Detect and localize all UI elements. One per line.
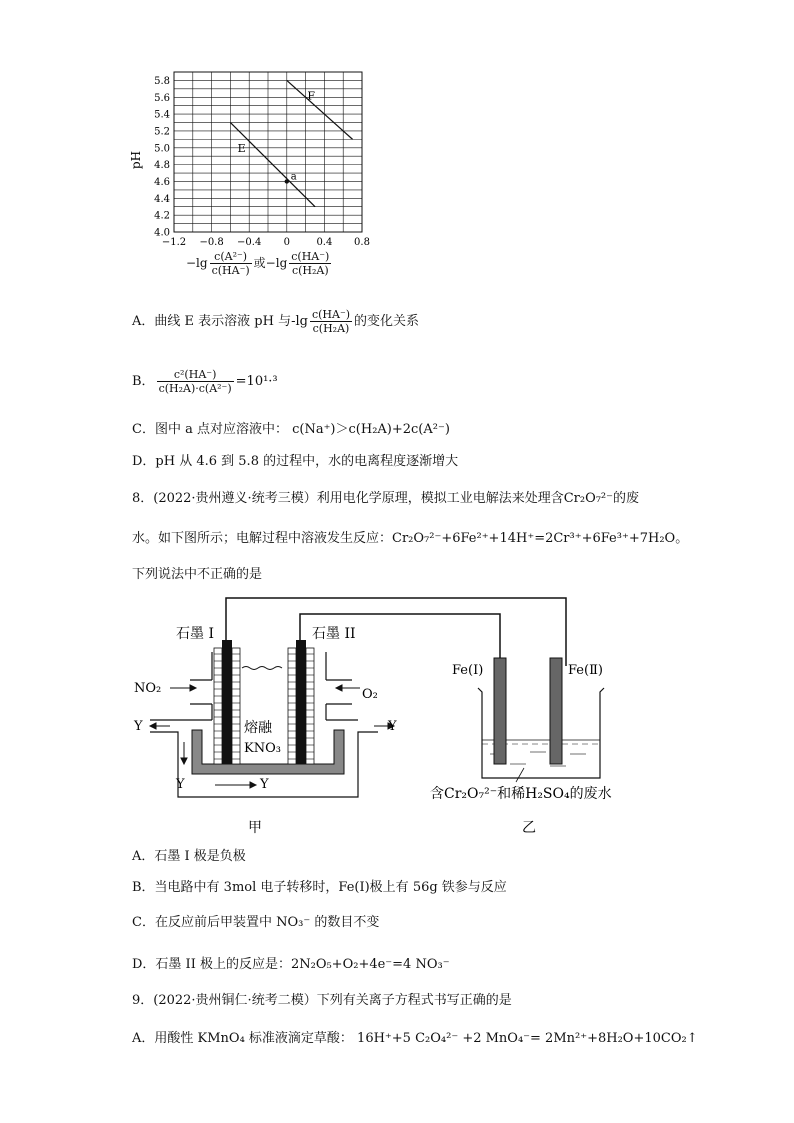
label-waste-water: 含Cr₂O₇²⁻和稀H₂SO₄的废水: [430, 786, 612, 802]
x-tick-label: −1.2: [161, 237, 187, 248]
fe-1-electrode: [494, 658, 506, 764]
label-y-right: Y: [388, 719, 397, 734]
label-y-left: Y: [134, 719, 143, 734]
y-tick-label: 5.8: [154, 75, 170, 87]
series-label-E: E: [237, 141, 246, 155]
series-label-F: F: [307, 89, 316, 103]
label-graphite-1: 石墨 I: [176, 626, 214, 642]
q8-option-d: D．石墨 II 极上的反应是：2N₂O₅+O₂+4e⁻=4 NO₃⁻: [132, 957, 450, 972]
graphite-2-electrode: [296, 640, 306, 764]
q9-stem: 9．(2022·贵州铜仁·统考二模）下列有关离子方程式书写正确的是: [132, 993, 512, 1008]
wire-outer: [226, 598, 566, 666]
label-y-bottom: Y: [260, 777, 269, 792]
fe-2-electrode: [550, 658, 562, 764]
label-graphite-2: 石墨 II: [312, 626, 356, 642]
point-a: [285, 179, 289, 183]
q8-stem-line1: 8．(2022·贵州遵义·统考三模）利用电化学原理，模拟工业电解法来处理含Cr₂O₇²⁻的废: [132, 491, 640, 506]
label-no2: NO₂: [134, 681, 162, 696]
label-fe-2: Fe(Ⅱ): [568, 663, 603, 678]
y-tick-label: 4.8: [154, 160, 170, 172]
series-line-F: [287, 80, 353, 139]
label-molten: 熔融: [244, 720, 272, 736]
q8-option-b: B．当电路中有 3mol 电子转移时，Fe(I)极上有 56g 铁参与反应: [132, 880, 507, 895]
q8-option-a: A．石墨 I 极是负极: [132, 849, 246, 864]
q8-option-c: C．在反应前后甲装置中 NO₃⁻ 的数目不变: [132, 915, 380, 930]
q9-option-a: A．用酸性 KMnO₄ 标准液滴定草酸： 16H⁺+5 C₂O₄²⁻ +2 MnO₄⁻= 2Mn²⁺+8H₂O+10CO₂↑: [132, 1031, 698, 1046]
label-yi: 乙: [522, 820, 536, 836]
chart-lines: [230, 80, 352, 206]
x-tick-label: 0: [283, 237, 290, 248]
y-tick-label: 5.6: [154, 92, 170, 104]
chart-ticks: [154, 76, 370, 248]
label-o2: O₂: [362, 687, 378, 702]
x-tick-label: 0.8: [354, 237, 370, 248]
electrolysis-diagram: [130, 592, 650, 842]
x-tick-label: 0.4: [316, 237, 333, 248]
point-label-a: a: [290, 171, 297, 183]
graphite-1-electrode: [222, 640, 232, 764]
y-tick-label: 4.0: [154, 227, 170, 239]
ph-chart: [120, 60, 390, 260]
y-tick-label: 5.0: [154, 143, 170, 155]
label-y-bottom-left: Y: [176, 777, 185, 792]
q7-option-d: D．pH 从 4.6 到 5.8 的过程中，水的电离程度逐渐增大: [132, 454, 459, 469]
x-tick-label: −0.8: [199, 237, 224, 248]
x-tick-label: −0.4: [237, 237, 262, 248]
label-kno3: KNO₃: [244, 741, 281, 756]
chart-grid: [174, 72, 362, 232]
y-tick-label: 4.6: [154, 176, 170, 188]
q7-option-b: B． $\frac{\text{c²(HA⁻)}}{\text{c(H₂A)·c(A²⁻)}}$ =10¹·³: [132, 368, 278, 395]
q8-stem-line2: 水。如下图所示；电解过程中溶液发生反应：Cr₂O₇²⁻+6Fe²⁺+14H⁺=2Cr³⁺+6Fe³⁺+7H₂O。: [132, 531, 689, 546]
x-axis-label: −lg $\frac{\text{c(A²⁻)}}{c(HA^-)}$ 或−lg $\frac{c(HA^-)}{\text{c(H₂A)}}$: [186, 250, 330, 277]
q7-option-a: A．曲线 E 表示溶液 pH 与-lg $\frac{c(HA^-)}{\text{c(H₂A)}}$ 的变化关系: [132, 308, 420, 335]
label-fe-1: Fe(Ⅰ): [452, 663, 484, 678]
y-tick-label: 4.2: [154, 210, 170, 222]
q8-stem-line3: 下列说法中不正确的是: [132, 567, 263, 582]
label-jia: 甲: [248, 820, 262, 836]
y-tick-label: 5.2: [154, 126, 170, 138]
y-tick-label: 5.4: [154, 109, 170, 121]
y-tick-label: 4.4: [154, 193, 170, 205]
q7-option-c: C．图中 a 点对应溶液中： c(Na⁺)＞c(H₂A)+2c(A²⁻): [132, 422, 450, 437]
y-axis-label: pH: [129, 150, 143, 170]
